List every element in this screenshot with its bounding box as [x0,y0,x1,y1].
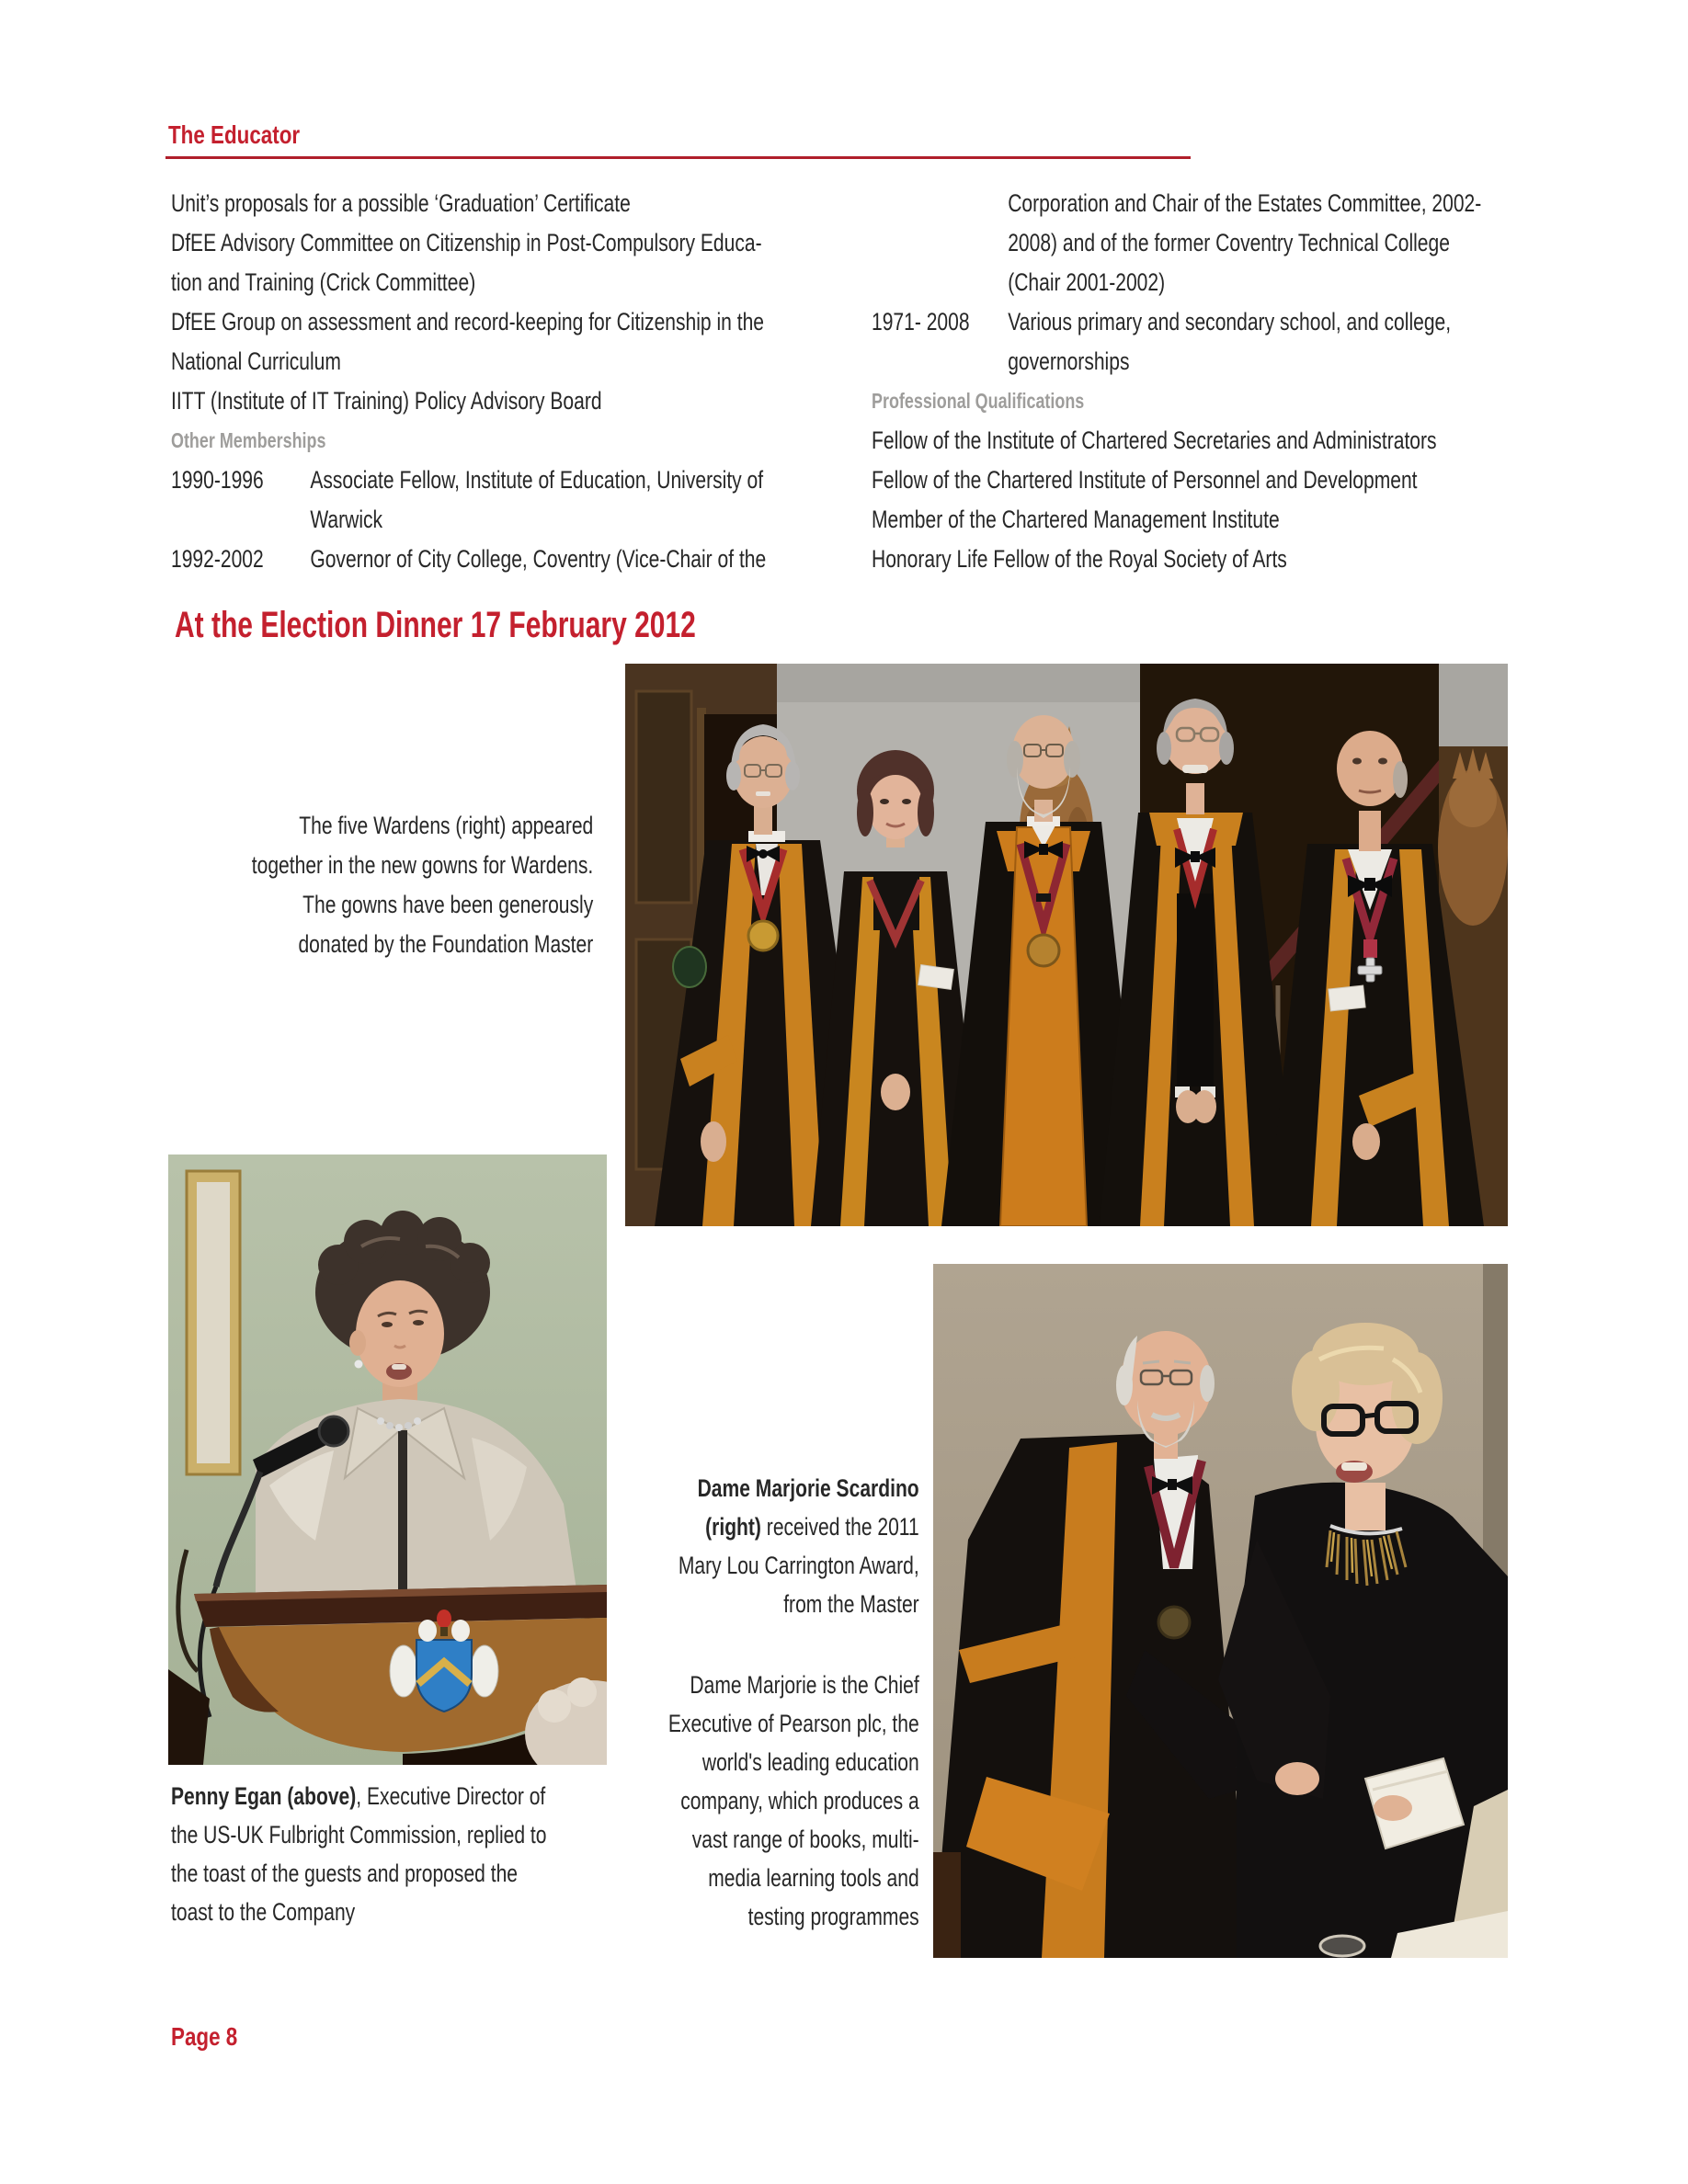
entry-text: Various primary and secondary school, and college, [1008,308,1452,336]
membership-years: 1992-2002 [171,545,264,573]
qualification-line: Member of the Chartered Management Institute [872,506,1280,533]
bio-line: 2008) and of the former Coventry Technical College [1008,229,1450,256]
caption-line: Dame Marjorie Scardino [697,1474,919,1502]
membership-text: Governor of City College, Coventry (Vice-Chair of the [310,545,767,573]
page-title: The Educator [168,120,301,149]
page-number: Page 8 [171,2022,238,2051]
caption-line: toast to the Company [171,1898,356,1926]
caption-line: The gowns have been generously [302,891,593,918]
section-heading: At the Election Dinner 17 February 2012 [175,605,696,645]
membership-years: 1990-1996 [171,466,264,494]
scardino-photo [933,1264,1508,1958]
caption-line: from the Master [783,1590,919,1618]
entry-years: 1971- 2008 [872,308,970,336]
bio-line: National Curriculum [171,347,341,375]
caption-line: Mary Lou Carrington Award, [679,1552,919,1579]
membership-entry [171,461,766,540]
caption-line: world's leading education [702,1748,919,1776]
caption-line: donated by the Foundation Master [298,930,593,958]
penny-egan-photo [168,1155,607,1765]
caption-line: (right) received the 2011 [705,1513,919,1541]
bio-line: DfEE Group on assessment and record-keeping for Citizenship in the [171,308,765,336]
entry-text: governorships [1008,347,1130,375]
professional-qualifications-heading: Professional Qualifications [872,389,1085,413]
caption-line: the US-UK Fulbright Commission, replied to [171,1821,547,1848]
caption-line: Penny Egan (above), Executive Director of [171,1782,546,1810]
bio-line: (Chair 2001-2002) [1008,268,1166,296]
caption-line: media learning tools and [708,1864,919,1892]
scardino-photo-illustration [933,1264,1508,1958]
bio-left-column [171,184,766,579]
caption-line: the toast of the guests and proposed the [171,1860,519,1887]
bio-right-column [872,184,1481,579]
bio-line: tion and Training (Crick Committee) [171,268,476,296]
caption-line: company, which produces a [680,1787,919,1814]
qualification-line: Fellow of the Chartered Institute of Personnel and Development [872,466,1418,494]
bio-line: DfEE Advisory Committee on Citizenship in Post-Compulsory Educa- [171,229,762,256]
caption-line: together in the new gowns for Wardens. [251,851,593,879]
wardens-photo-illustration [625,664,1508,1226]
caption-line: vast range of books, multi- [692,1826,919,1853]
membership-text: Associate Fellow, Institute of Education, University of [310,466,764,494]
bio-line: IITT (Institute of IT Training) Policy Advisory Board [171,387,602,415]
governorship-entry [872,302,1481,381]
bio-line: Corporation and Chair of the Estates Committee, 2002- [1008,189,1482,217]
bio-line: Unit’s proposals for a possible ‘Graduation’ Certificate [171,189,631,217]
scardino-caption-body [668,1666,919,1936]
wardens-group-photo [625,664,1508,1226]
wardens-caption [252,806,593,964]
header-rule [165,156,1191,159]
caption-line: Executive of Pearson plc, the [668,1710,919,1737]
membership-entry [171,540,766,579]
other-memberships-heading: Other Memberships [171,428,326,452]
qualification-line: Fellow of the Institute of Chartered Secretaries and Administrators [872,427,1437,454]
caption-line: Dame Marjorie is the Chief [690,1671,919,1699]
penny-caption [171,1777,546,1931]
membership-text: Warwick [310,506,383,533]
scardino-caption-intro [679,1469,919,1623]
qualification-line: Honorary Life Fellow of the Royal Society of Arts [872,545,1287,573]
caption-line: The five Wardens (right) appeared [299,812,593,839]
caption-line: testing programmes [747,1903,919,1930]
penny-photo-illustration [168,1155,607,1765]
